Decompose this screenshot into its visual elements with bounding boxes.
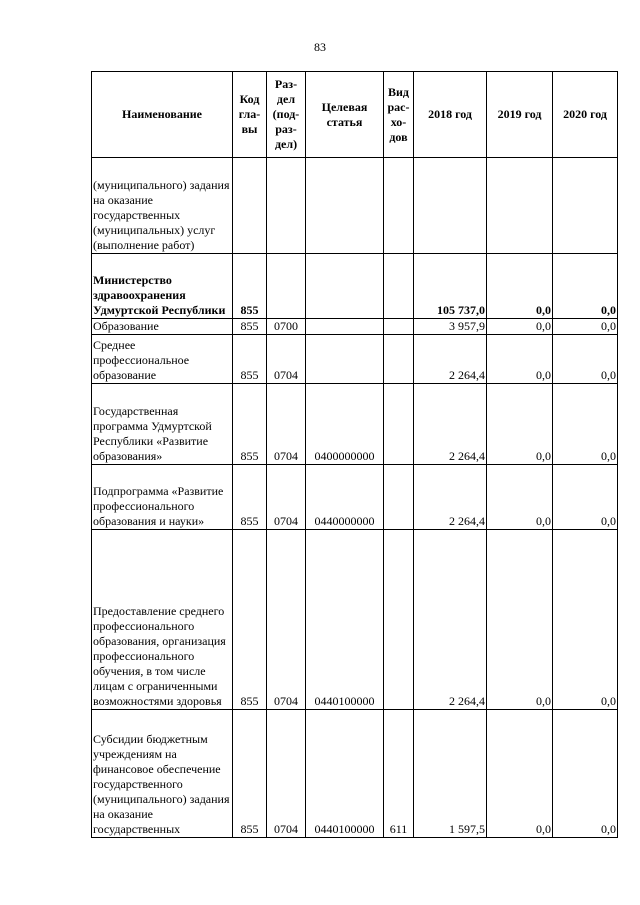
row-code: 855 bbox=[233, 530, 267, 710]
row-name: (муниципального) задания на оказание государственных (муниципальных) услуг (выполнение работ) bbox=[92, 158, 233, 254]
page-number: 83 bbox=[314, 40, 326, 54]
row-type bbox=[384, 319, 414, 335]
header-code: Код гла- вы bbox=[233, 72, 267, 158]
row-code: 855 bbox=[233, 335, 267, 384]
row-2018: 3 957,9 bbox=[414, 319, 487, 335]
row-name: Предоставление среднего профессионального образования, организация профессионального обучения, в том числе лицам с ограниченными возможностями здоровья bbox=[92, 530, 233, 710]
row-target: 0440100000 bbox=[306, 530, 384, 710]
row-type bbox=[384, 158, 414, 254]
row-code bbox=[233, 158, 267, 254]
table-row bbox=[92, 158, 618, 254]
row-code: 855 bbox=[233, 319, 267, 335]
header-2020: 2020 год bbox=[553, 72, 618, 158]
row-code: 855 bbox=[233, 384, 267, 465]
row-2019: 0,0 bbox=[487, 319, 553, 335]
row-type: 611 bbox=[384, 710, 414, 838]
row-name: Подпрограмма «Развитие профессионального образования и науки» bbox=[92, 465, 233, 530]
row-2018: 2 264,4 bbox=[414, 530, 487, 710]
row-section bbox=[267, 158, 306, 254]
row-name: Министерство здравоохранения Удмуртской Республики bbox=[92, 254, 233, 319]
row-2019: 0,0 bbox=[487, 530, 553, 710]
budget-table bbox=[91, 71, 618, 838]
row-section: 0704 bbox=[267, 384, 306, 465]
header-target: Целевая статья bbox=[306, 72, 384, 158]
row-2018: 1 597,5 bbox=[414, 710, 487, 838]
row-section: 0704 bbox=[267, 530, 306, 710]
row-target bbox=[306, 254, 384, 319]
row-2019 bbox=[487, 158, 553, 254]
row-section: 0704 bbox=[267, 465, 306, 530]
row-2020 bbox=[553, 158, 618, 254]
row-name: Образование bbox=[92, 319, 233, 335]
row-2019: 0,0 bbox=[487, 335, 553, 384]
row-code: 855 bbox=[233, 710, 267, 838]
header-expense-type: Вид рас- хо- дов bbox=[384, 72, 414, 158]
row-2018: 2 264,4 bbox=[414, 384, 487, 465]
table-row bbox=[92, 254, 618, 319]
row-2020: 0,0 bbox=[553, 384, 618, 465]
row-section bbox=[267, 254, 306, 319]
row-section: 0704 bbox=[267, 710, 306, 838]
row-2020: 0,0 bbox=[553, 710, 618, 838]
row-type bbox=[384, 335, 414, 384]
row-2019: 0,0 bbox=[487, 384, 553, 465]
row-2020: 0,0 bbox=[553, 254, 618, 319]
row-target: 0440100000 bbox=[306, 710, 384, 838]
header-section: Раз- дел (под- раз- дел) bbox=[267, 72, 306, 158]
table-row bbox=[92, 530, 618, 710]
row-target bbox=[306, 319, 384, 335]
row-target bbox=[306, 335, 384, 384]
header-2019: 2019 год bbox=[487, 72, 553, 158]
row-2020: 0,0 bbox=[553, 530, 618, 710]
table-row bbox=[92, 710, 618, 838]
row-2019: 0,0 bbox=[487, 465, 553, 530]
row-target: 0400000000 bbox=[306, 384, 384, 465]
row-name: Субсидии бюджетным учреждениям на финансовое обеспечение государственного (муниципального) задания на оказание государственных bbox=[92, 710, 233, 838]
row-target bbox=[306, 158, 384, 254]
row-2018: 2 264,4 bbox=[414, 335, 487, 384]
row-type bbox=[384, 254, 414, 319]
row-type bbox=[384, 530, 414, 710]
table-header-row bbox=[92, 72, 618, 158]
row-2018: 2 264,4 bbox=[414, 465, 487, 530]
row-name: Среднее профессиональное образование bbox=[92, 335, 233, 384]
row-code: 855 bbox=[233, 465, 267, 530]
row-2019: 0,0 bbox=[487, 710, 553, 838]
row-2019: 0,0 bbox=[487, 254, 553, 319]
row-type bbox=[384, 384, 414, 465]
row-code: 855 bbox=[233, 254, 267, 319]
header-2018: 2018 год bbox=[414, 72, 487, 158]
row-name: Государственная программа Удмуртской Республики «Развитие образования» bbox=[92, 384, 233, 465]
table-row bbox=[92, 384, 618, 465]
row-type bbox=[384, 465, 414, 530]
table-row bbox=[92, 465, 618, 530]
table-row bbox=[92, 335, 618, 384]
row-section: 0704 bbox=[267, 335, 306, 384]
row-2018 bbox=[414, 158, 487, 254]
row-2020: 0,0 bbox=[553, 465, 618, 530]
row-2020: 0,0 bbox=[553, 319, 618, 335]
row-2020: 0,0 bbox=[553, 335, 618, 384]
header-name: Наименование bbox=[92, 72, 233, 158]
row-target: 0440000000 bbox=[306, 465, 384, 530]
table-row bbox=[92, 319, 618, 335]
row-section: 0700 bbox=[267, 319, 306, 335]
row-2018: 105 737,0 bbox=[414, 254, 487, 319]
